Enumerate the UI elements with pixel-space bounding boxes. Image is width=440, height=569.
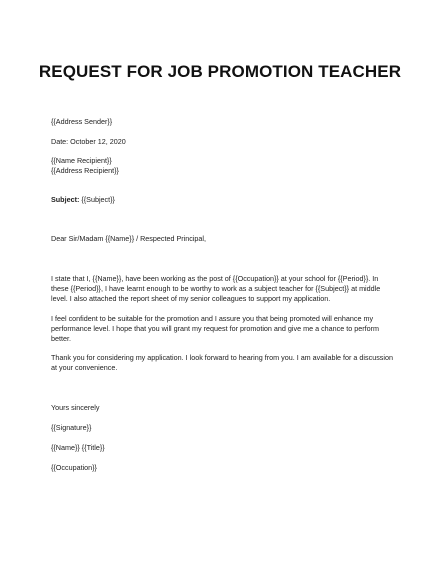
closing: Yours sincerely [51, 403, 100, 412]
letter-date: Date: October 12, 2020 [51, 137, 126, 146]
name-recipient: {{Name Recipient}} [51, 156, 112, 165]
address-sender: {{Address Sender}} [51, 117, 113, 126]
signature: {{Signature}} [51, 423, 92, 432]
salutation: Dear Sir/Madam {{Name}} / Respected Principal, [51, 234, 207, 243]
name-title: {{Name}} {{Title}} [51, 443, 105, 452]
subject-value: {{Subject}} [79, 195, 115, 204]
paragraph-1: I state that I, {{Name}}, have been working as the post of {{Occupation}} at your school for {{Period}}. In these {{Period}}, I have learnt enough to be worthy to work as a subject teacher for {{Subject}} at middle level. I also attached the report sheet of my senior colleagues to support my application. [51, 274, 381, 304]
page-title: REQUEST FOR JOB PROMOTION TEACHER [38, 62, 402, 81]
address-recipient: {{Address Recipient}} [51, 166, 119, 175]
subject-line [51, 195, 115, 205]
paragraph-3: Thank you for considering my application. I look forward to hearing from you. I am available for a discussion at your convenience. [51, 353, 393, 373]
subject-label: Subject: [51, 195, 80, 204]
occupation: {{Occupation}} [51, 463, 97, 472]
paragraph-2: I feel confident to be suitable for the promotion and I assure you that being promoted will enhance my performance level. I hope that you will grant my request for promotion and give me a chance to perform better. [51, 314, 379, 344]
